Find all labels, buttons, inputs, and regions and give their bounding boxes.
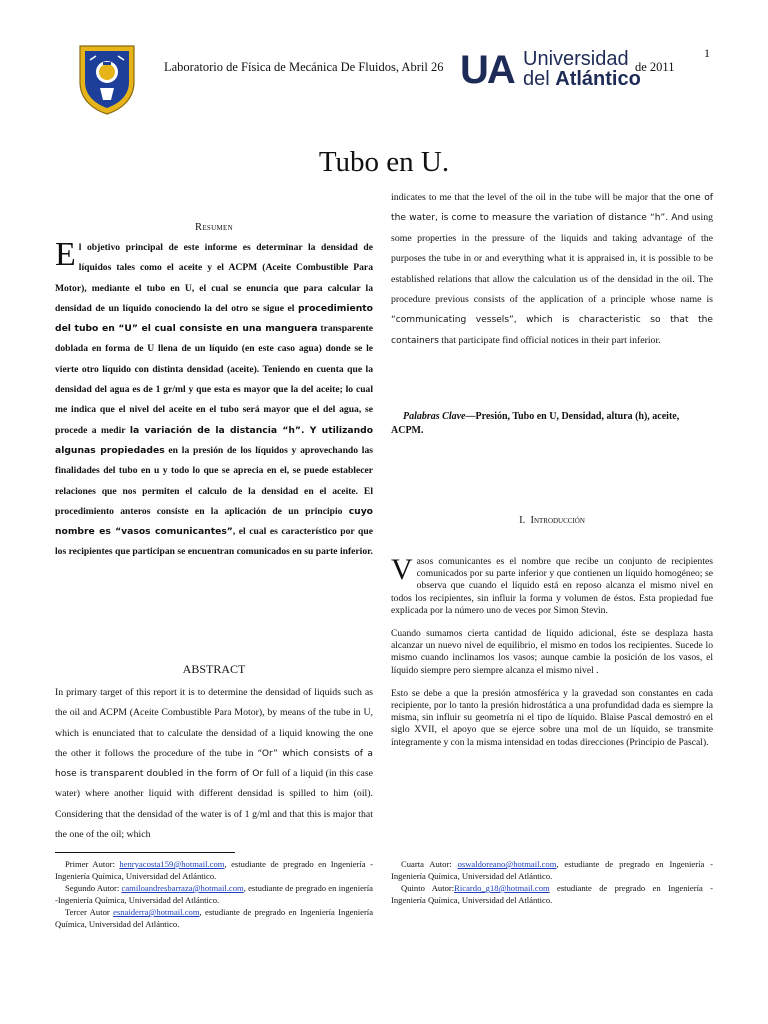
logo-line-1: Universidad (523, 48, 629, 70)
abstract-heading: ABSTRACT (182, 662, 246, 676)
abstract-text: In primary target of this report it is to determine the densidad of liquids such as the oil and ACPM (Aceite Combustible Para Motor), by means of the tube in U, which is enunciated that to calculate the densidad of a liquid knowing the one the other it follows the procedure of the tube in “Or” which consists of a hose is transparent doubled in the form of Or full of a liquid (in this case water) where another liquid with different densidad is spilled to him (oil). Considering that the densidad of the water is of 1 g/ml and that this is major that the one of the oil; which (55, 687, 373, 841)
keywords-text: —Presión, Tubo en U, Densidad, altura (h), aceite, ACPM. (391, 411, 680, 436)
footnote-author-5: Quinto Autor:Ricardo_g18@hotmail.com estudiante de pregrado en Ingeniería - Ingeniería Química, Universidad del Atlántico. (391, 883, 713, 905)
page-header (0, 0, 768, 120)
keywords (391, 410, 713, 438)
author-3-email-link[interactable]: esnaiderra@hotmail.com (113, 907, 200, 917)
intro-paragraph-2: Cuando sumamos cierta cantidad de líquido adicional, éste se desplaza hasta alcanzar un nuevo nivel de equilibrio, el mismo en todos los recipientes. Sucede lo mismo cuando inclinamos los vasos; aunque cambie la posición de los vasos, el líquido siempre pero siempre alcanza el mismo nivel . (391, 628, 713, 676)
abstract-continuation: indicates to me that the level of the oil in the tube will be major that the one of the water, is come to measure the variation of distance “h”. And using some properties in the pressure of the liquids and taking advantage of the purposes the tube in or and everything what it is appraised in, it is possible to be established relations that allow the calculation us of the densidad in the oil. The procedure previous consists of the application of a principle whose name is “communicating vessels”, which is characteristic so that the containers that participate find official notices in their part inferior. (391, 192, 714, 346)
university-crest-icon (76, 42, 138, 116)
keywords-label: Palabras Clave (403, 411, 466, 422)
author-5-email-link[interactable]: Ricardo_g18@hotmail.com (454, 883, 550, 893)
footnote-author-1: Primer Autor: henryacosta159@hotmail.com, estudiante de pregrado en Ingeniería - Ingeniería Química, Universidad del Atlántico. (55, 859, 373, 881)
intro-dropcap: V (391, 553, 413, 586)
logo-mark: UA (460, 48, 514, 92)
resumen-heading: Resumen (195, 222, 233, 233)
introduction-text (391, 553, 713, 760)
running-header-year: de 2011 (635, 60, 675, 74)
resumen-dropcap: E (55, 236, 76, 273)
paper-title: Tubo en U. (318, 146, 450, 178)
author-footnotes-right (391, 858, 713, 906)
intro-paragraph-3: Esto se debe a que la presión atmosférica y la gravedad son constantes en cada recipiente, por lo tanto la presión hidrostática a una profundidad dada es siempre la misma, sin influir su geometría ni el tipo de líquido. Blaise Pascal demostró en el siglo XVII, el apoyo que se ejerce sobre una mol de un líquido, se transmite íntegramente y con la misma intensidad en todas direcciones (Principio de Pascal). (391, 687, 713, 748)
introduction-heading: I. Introducción (519, 515, 585, 526)
page-number: 1 (704, 46, 710, 60)
footnote-divider (55, 852, 235, 853)
footnote-author-3: Tercer Autor esnaiderra@hotmail.com, estudiante de pregrado en Ingeniería Ingeniería Química, Universidad del Atlántico. (55, 907, 374, 929)
footnote-author-4: Cuarta Autor: oswaldoreano@hotmail.com, estudiante de pregrado en Ingeniería - Ingeniería Química, Universidad del Atlántico. (391, 859, 713, 881)
running-header: Laboratorio de Física de Mecánica De Fluidos, Abril 26 (164, 60, 444, 74)
author-2-email-link[interactable]: camiloandresbarraza@hotmail.com (121, 883, 244, 893)
author-1-email-link[interactable]: henryacosta159@hotmail.com (119, 859, 225, 869)
author-footnotes-left (55, 858, 373, 930)
university-logo (460, 48, 641, 92)
logo-line-2: del Atlántico (523, 68, 641, 90)
resumen-text: El objetivo principal de este informe es determinar la densidad de líquidos tales como el aceite y el ACPM (Aceite Combustible Para Motor), mediante el tubo en U, el cual se enuncia que para calcular la densidad de un líquido conociendo la del otro se sigue el procedimiento del tubo en “U” el cual consiste en una manguera transparente doblada en forma de U llena de un líquido (en este caso agua) donde se le vierte otro líquido con distinta densidad (aceite). Teniendo en cuenta que la densidad del agua es de 1 gr/ml y que esta es mayor que la del aceite; lo cual me indica que el nivel del aceite en el tubo será mayor que el del agua, se procede a medir la variación de la distancia “h”. Y utilizando algunas propiedades en la presión de los líquidos y aprovechando las finalidades del tubo en u y todo lo que se aprecia en el, se puede establecer relaciones que nos permiten el calculo de la densidad en el aceite. El procedimiento anteros consiste en la aplicación de un principio cuyo nombre es “vasos comunicantes”, el cual es característico por que los recipientes que participan se encuentran comunicados en su parte inferior. (55, 236, 374, 558)
author-4-email-link[interactable]: oswaldoreano@hotmail.com (457, 859, 557, 869)
footnote-author-2: Segundo Autor: camiloandresbarraza@hotmail.com, estudiante de pregrado en ingeniería -Ingeniería Química, Universidad del Atlántico. (55, 883, 373, 905)
intro-paragraph-1: Vasos comunicantes es el nombre que recibe un conjunto de recipientes comunicados por su parte inferior y que contienen un líquido homogéneo; se observa que cuando el líquido está en reposo alcanza el mismo nivel en todos los recipientes, sin influir la forma y volumen de éstos. Esta propiedad fue explicada por la número uno de veces por Simon Stevin. (391, 553, 713, 616)
